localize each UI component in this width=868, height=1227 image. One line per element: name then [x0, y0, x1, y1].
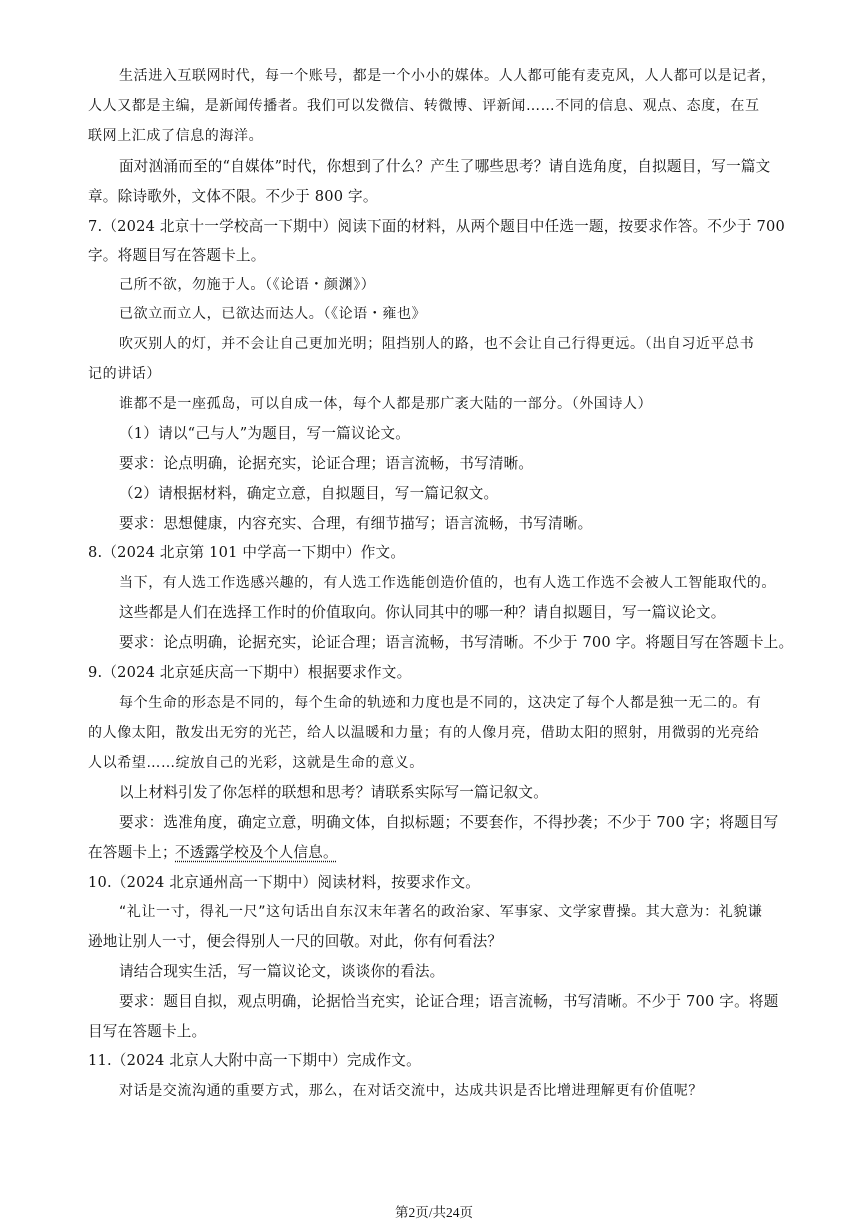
text-line: 要求：论点明确，论据充实，论证合理；语言流畅，书写清晰。 — [119, 455, 534, 472]
text-line: 谁都不是一座孤岛，可以自成一体，每个人都是那广袤大陆的一部分。（外国诗人） — [119, 396, 653, 412]
text-line: 人以希望……绽放自己的光彩，这就是生命的意义。 — [88, 755, 424, 771]
question-10-heading: 10.（2024 北京通州高一下期中）阅读材料，按要求作文。 — [88, 874, 481, 891]
text-line: 要求：论点明确，论据充实，论证合理；语言流畅，书写清晰。不少于 700 字。将题目写在答题卡上。 — [119, 634, 794, 651]
text-line: 人人又都是主编，是新闻传播者。我们可以发微信、转微博、评新闻……不同的信息、观点、态度，在互 — [88, 98, 760, 114]
text-line: 字。将题目写在答题卡上。 — [88, 247, 266, 264]
text-line: 章。除诗歌外，文体不限。不少于 800 字。 — [88, 188, 378, 205]
text-line: 的人像太阳，散发出无穷的光芒，给人以温暖和力量；有的人像月亮，借助太阳的照射，用微弱的光亮给 — [88, 725, 760, 741]
text-line: 己所不欲，勿施于人。（《论语・颜渊》） — [119, 277, 376, 293]
question-11-heading: 11.（2024 北京人大附中高一下期中）完成作文。 — [88, 1052, 421, 1069]
question-9-heading: 9.（2024 北京延庆高一下期中）根据要求作文。 — [88, 664, 412, 681]
emphasized-text: 不透露学校及个人信息。 — [175, 844, 338, 861]
text-line: 目写在答题卡上。 — [88, 1023, 207, 1040]
text-line: （2）请根据材料，确定立意，自拟题目，写一篇记叙文。 — [119, 485, 499, 502]
text-line: 每个生命的形态是不同的，每个生命的轨迹和力度也是不同的，这决定了每个人都是独一无二的。有 — [119, 695, 762, 711]
text-line: 在答题卡上； — [88, 844, 177, 861]
page-number: 第2页/共24页 — [394, 1205, 473, 1220]
text-line: “礼让一寸，得礼一尺”这句话出自东汉末年著名的政治家、军事家、文学家曹操。其大意为：礼貌谦 — [119, 904, 763, 920]
text-line: 生活进入互联网时代，每一个账号，都是一个小小的媒体。人人都可能有麦克风，人人都可以是记者， — [119, 68, 776, 84]
text-line: 以上材料引发了你怎样的联想和思考？请联系实际写一篇记叙文。 — [119, 784, 549, 801]
text-line: 要求：题目自拟，观点明确，论据恰当充实，论证合理；语言流畅，书写清晰。不少于 700 字。将题 — [119, 993, 779, 1010]
text-line: 记的讲话） — [88, 366, 161, 382]
text-line: 请结合现实生活，写一篇议论文，谈谈你的看法。 — [119, 963, 445, 980]
text-line: 要求：选准角度，确定立意，明确文体，自拟标题；不要套作，不得抄袭；不少于 700 字；将题目写 — [119, 814, 779, 831]
text-line: 对话是交流沟通的重要方式，那么，在对话交流中，达成共识是否比增进理解更有价值呢？ — [119, 1083, 703, 1099]
text-line: 这些都是人们在选择工作时的价值取向。你认同其中的哪一种？请自拟题目，写一篇议论文。 — [119, 604, 726, 621]
question-8-heading: 8.（2024 北京第 101 中学高一下期中）作文。 — [88, 544, 406, 561]
text-line: 逊地让别人一寸，便会得别人一尺的回敬。对此，你有何看法？ — [88, 933, 503, 950]
text-line: 吹灭别人的灯，并不会让自己更加光明；阻挡别人的路，也不会让自己行得更远。（出自习近平总书 — [119, 336, 755, 352]
text-line: 当下，有人选工作选感兴趣的，有人选工作选能创造价值的，也有人选工作选不会被人工智能取代的。 — [119, 575, 776, 591]
text-line: 要求：思想健康，内容充实、合理，有细节描写；语言流畅，书写清晰。 — [119, 515, 593, 532]
text-line: 已欲立而立人，已欲达而达人。（《论语・雍也》 — [119, 306, 427, 322]
text-line: 联网上汇成了信息的海洋。 — [88, 128, 264, 144]
text-line: （1）请以“己与人”为题目，写一篇议论文。 — [119, 425, 411, 442]
question-7-heading: 7.（2024 北京十一学校高一下期中）阅读下面的材料，从两个题目中任选一题，按要求作答。不少于 700 — [88, 218, 785, 235]
text-line: 面对汹涌而至的“自媒体”时代，你想到了什么？产生了哪些思考？请自选角度，自拟题目，写一篇文 — [119, 158, 771, 175]
